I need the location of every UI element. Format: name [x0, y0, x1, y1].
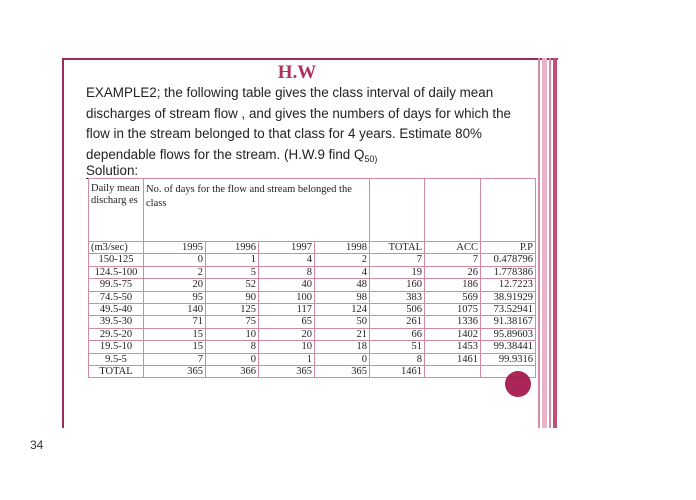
table-cell: 140 [144, 304, 206, 316]
table-cell: 1 [259, 353, 315, 365]
table-header-row [89, 179, 536, 242]
table-row [89, 353, 536, 365]
table-cell: 99.9316 [481, 353, 536, 365]
table-row [89, 266, 536, 278]
table-cell: 15 [144, 341, 206, 353]
table-cell: 186 [425, 279, 481, 291]
table-cell: 0 [315, 353, 370, 365]
table-cell: 19.5-10 [89, 341, 144, 353]
slide-right-stripe-2 [542, 58, 547, 428]
table-cell: 124.5-100 [89, 266, 144, 278]
column-header: 1995 [144, 242, 206, 254]
table-cell: 75 [206, 316, 259, 328]
table-cell: 50 [315, 316, 370, 328]
table-row [89, 254, 536, 266]
page-number: 34 [30, 438, 44, 452]
table-cell: 124 [315, 304, 370, 316]
header-days-group: No. of days for the flow and stream belonged the class [144, 179, 370, 242]
header-daily-mean: Daily mean discharg es [89, 179, 144, 242]
table-cell: 48 [315, 279, 370, 291]
table-cell: 160 [370, 279, 425, 291]
table-cell: 20 [144, 279, 206, 291]
table-cell: 18 [315, 341, 370, 353]
header-units: (m3/sec) [89, 242, 144, 254]
table-cell: 0 [144, 254, 206, 266]
table-cell: 1461 [425, 353, 481, 365]
table-cell: 2 [144, 266, 206, 278]
table-cell: 8 [206, 341, 259, 353]
table-row [89, 328, 536, 340]
table-cell: 95 [144, 291, 206, 303]
table-cell: 1402 [425, 328, 481, 340]
table-cell: 12.7223 [481, 279, 536, 291]
slide [62, 58, 558, 428]
slide-title: H.W [277, 62, 317, 83]
table-row [89, 291, 536, 303]
slide-right-stripe-4 [553, 58, 557, 428]
problem-statement [86, 83, 526, 169]
table-column-row [89, 242, 536, 254]
solution-label: Solution: [86, 163, 139, 178]
discharge-table [88, 178, 536, 378]
table-cell: 19 [370, 266, 425, 278]
table-cell: 98 [315, 291, 370, 303]
table-cell: 10 [259, 341, 315, 353]
column-header: ACC [425, 242, 481, 254]
table-total-cell: 365 [144, 366, 206, 378]
table-cell: 117 [259, 304, 315, 316]
table-cell: 95.89603 [481, 328, 536, 340]
table-cell: 15 [144, 328, 206, 340]
table-cell: 52 [206, 279, 259, 291]
header-empty-acc [425, 179, 481, 242]
table-cell: 1453 [425, 341, 481, 353]
table-cell: 506 [370, 304, 425, 316]
table-cell: 90 [206, 291, 259, 303]
table-cell: 5 [206, 266, 259, 278]
table-cell: 4 [315, 266, 370, 278]
table-row [89, 341, 536, 353]
table-cell: 71 [144, 316, 206, 328]
table-cell: 7 [425, 254, 481, 266]
table-cell: 261 [370, 316, 425, 328]
table-cell: 99.5-75 [89, 279, 144, 291]
column-header: P.P [481, 242, 536, 254]
table-total-cell [425, 366, 481, 378]
slide-top-border [62, 58, 558, 60]
table-total-cell: TOTAL [89, 366, 144, 378]
table-cell: 8 [259, 266, 315, 278]
table-cell: 40 [259, 279, 315, 291]
slide-right-stripe-1 [538, 58, 540, 428]
table-cell: 383 [370, 291, 425, 303]
slide-left-border [62, 58, 64, 428]
table-cell: 1.778386 [481, 266, 536, 278]
pointer-highlight-dot [505, 371, 531, 397]
table-row [89, 304, 536, 316]
table-cell: 569 [425, 291, 481, 303]
table-total-cell: 365 [259, 366, 315, 378]
column-header: 1996 [206, 242, 259, 254]
problem-text: EXAMPLE2; the following table gives the class interval of daily mean discharges of stream flow , and gives the numbers of days for which the flow in the stream belonged to that class for 4 years. Estimate 80% dependable flows for the stream. (H.W.9 find Q [86, 85, 511, 162]
header-empty-total [370, 179, 425, 242]
column-header: TOTAL [370, 242, 425, 254]
table-cell: 4 [259, 254, 315, 266]
table-cell: 74.5-50 [89, 291, 144, 303]
table-cell: 51 [370, 341, 425, 353]
table-cell: 1075 [425, 304, 481, 316]
table-cell: 39.5-30 [89, 316, 144, 328]
table-total-cell: 365 [315, 366, 370, 378]
table-cell: 7 [370, 254, 425, 266]
table-cell: 0.478796 [481, 254, 536, 266]
table-total-row [89, 366, 536, 378]
table-cell: 21 [315, 328, 370, 340]
table-cell: 10 [206, 328, 259, 340]
table-cell: 1 [206, 254, 259, 266]
table-cell: 100 [259, 291, 315, 303]
table-total-cell: 1461 [370, 366, 425, 378]
table-cell: 38.91929 [481, 291, 536, 303]
table-cell: 26 [425, 266, 481, 278]
column-header: 1997 [259, 242, 315, 254]
table-cell: 29.5-20 [89, 328, 144, 340]
table-row [89, 279, 536, 291]
table-cell: 91.38167 [481, 316, 536, 328]
header-empty-pp [481, 179, 536, 242]
table-cell: 49.5-40 [89, 304, 144, 316]
table-cell: 7 [144, 353, 206, 365]
table-cell: 1336 [425, 316, 481, 328]
table-cell: 9.5-5 [89, 353, 144, 365]
table-cell: 66 [370, 328, 425, 340]
table-cell: 150-125 [89, 254, 144, 266]
slide-right-stripe-3 [549, 58, 551, 428]
table-cell: 65 [259, 316, 315, 328]
table-total-cell: 366 [206, 366, 259, 378]
table-cell: 8 [370, 353, 425, 365]
table-row [89, 316, 536, 328]
table-cell: 73.52941 [481, 304, 536, 316]
table-cell: 125 [206, 304, 259, 316]
column-header: 1998 [315, 242, 370, 254]
table-cell: 20 [259, 328, 315, 340]
table-cell: 99.38441 [481, 341, 536, 353]
table-cell: 0 [206, 353, 259, 365]
table-cell: 2 [315, 254, 370, 266]
problem-subscript: 50) [364, 153, 378, 164]
